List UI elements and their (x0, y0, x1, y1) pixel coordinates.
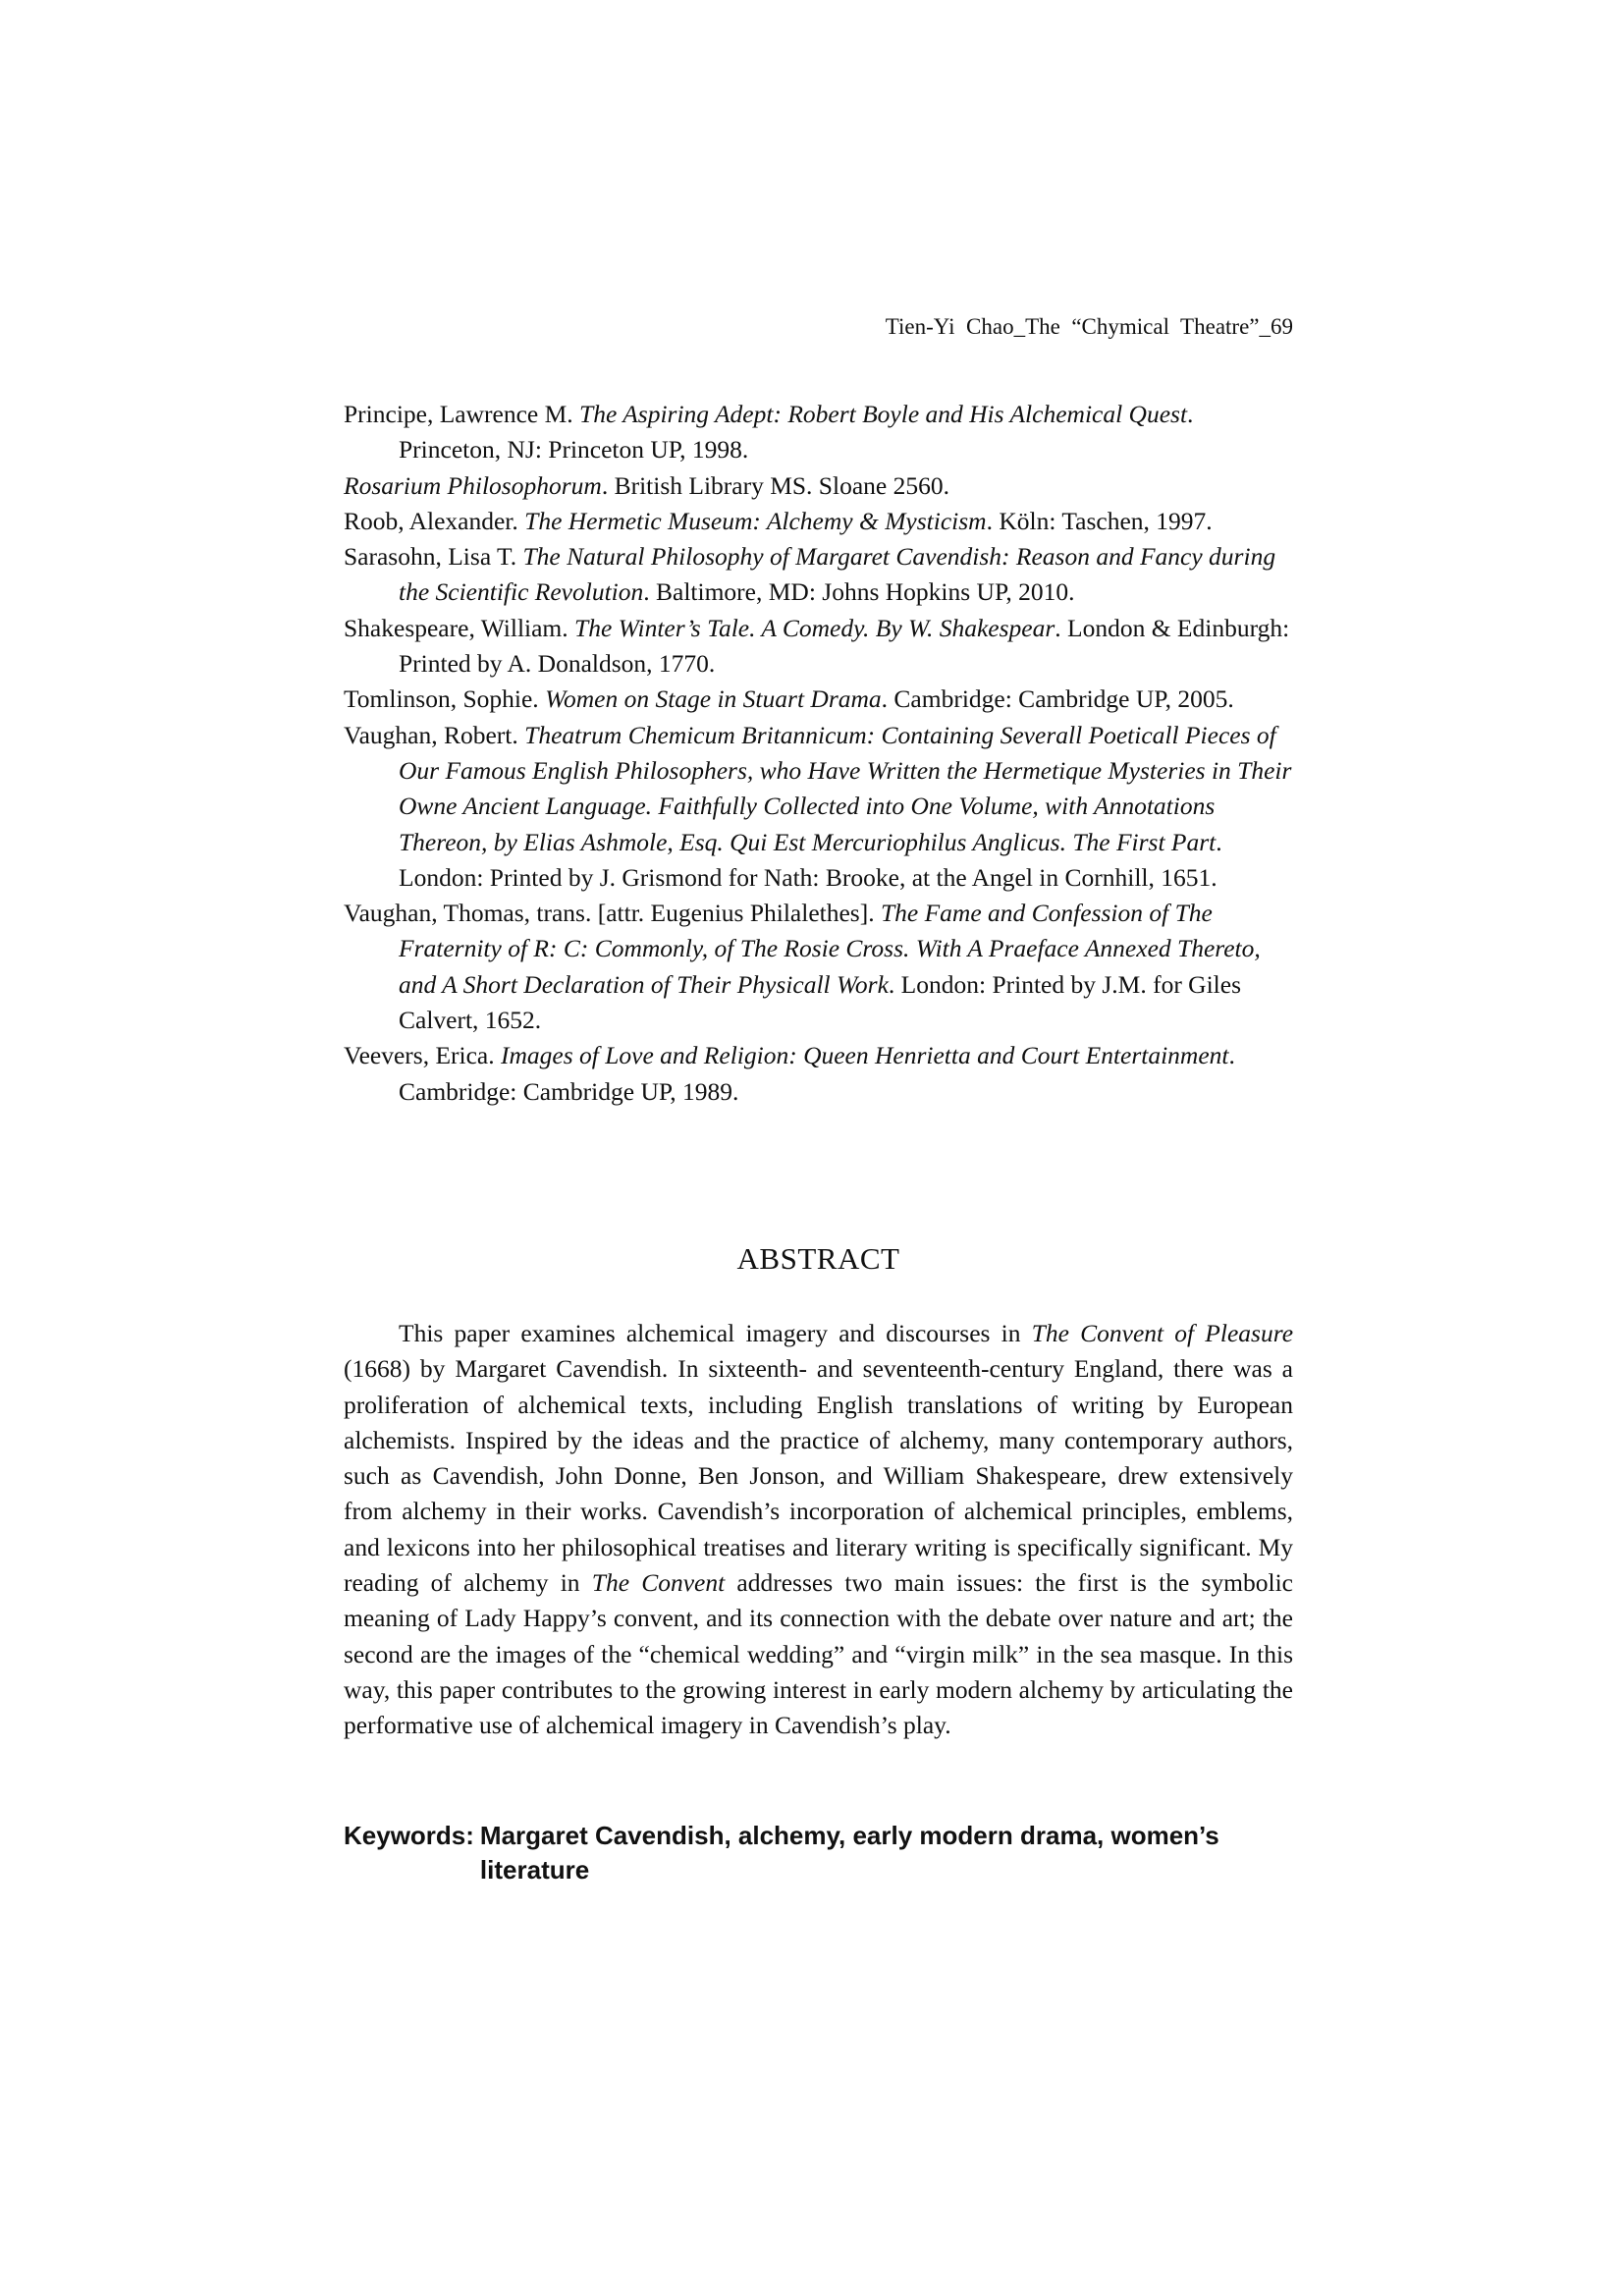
reference-publication: . London: Printed by J.M. for Giles Calvert, 1652. (399, 969, 1242, 1035)
reference-entry-tomlinson (344, 682, 1293, 717)
reference-publication: . London: Printed by J. Grismond for Nath: Brooke, at the Angel in Cornhill, 1651. (399, 827, 1222, 892)
reference-publication: . Cambridge: Cambridge UP, 2005. (881, 684, 1234, 714)
reference-entry-vaughan-robert (344, 718, 1293, 896)
reference-entry-rosarium (344, 468, 1293, 504)
keywords-text: Margaret Cavendish, alchemy, early modern drama, women’s literature (479, 1821, 1219, 1885)
reference-entry-shakespeare (344, 611, 1293, 683)
abstract-text-part: This paper examines alchemical imagery and discourses in (399, 1319, 1032, 1347)
abstract-work-title: The Convent of Pleasure (1031, 1319, 1294, 1347)
running-head: Tien-Yi Chao_The “Chymical Theatre”_69 (885, 314, 1293, 339)
reference-author: Roob, Alexander. (344, 506, 525, 535)
reference-publication: . British Library MS. Sloane 2560. (601, 470, 949, 500)
abstract-paragraph (344, 1316, 1293, 1744)
reference-author: Tomlinson, Sophie. (344, 684, 546, 714)
abstract-work-title: The Convent (591, 1568, 726, 1598)
reference-title: Images of Love and Religion: Queen Henrietta and Court Entertainment (501, 1041, 1229, 1070)
keywords-block (344, 1819, 1293, 1887)
reference-author: Vaughan, Robert. (344, 720, 525, 749)
reference-entry-principe (344, 397, 1293, 468)
reference-publication: . Cambridge: Cambridge UP, 1989. (399, 1041, 1235, 1106)
references-list (344, 397, 1293, 1110)
reference-entry-veevers (344, 1038, 1293, 1110)
abstract-text-part: (1668) by Margaret Cavendish. In sixteenth- and seventeenth-century England, there was a proliferation of alchemical texts, including English translations of writing by European alchemists. Inspired by the ideas and the practice of alchemy, many contemporary authors, such as Cavendish, John Donne, Ben Jonson, and William Shakespeare, drew extensively from alchemy in their works. Cavendish’s incorporation of alchemical principles, emblems, and lexicons into her philosophical treatises and literary writing is specifically significant. My reading of alchemy in (344, 1354, 1293, 1598)
keywords-label: Keywords: (344, 1821, 474, 1850)
abstract-text-part: addresses two main issues: the first is the symbolic meaning of Lady Happy’s convent, and its connection with the debate over nature and art; the second are the images of the “chemical wedding” and “virgin milk” in the sea masque. In this way, this paper contributes to the growing interest in early modern alchemy by articulating the performative use of alchemical imagery in Cavendish’s play. (344, 1568, 1293, 1740)
reference-title: The Aspiring Adept: Robert Boyle and His Alchemical Quest (579, 400, 1188, 428)
reference-publication: . Köln: Taschen, 1997. (986, 506, 1213, 535)
reference-title: Women on Stage in Stuart Drama (545, 684, 882, 714)
reference-entry-vaughan-thomas (344, 896, 1293, 1038)
reference-author: Shakespeare, William. (344, 613, 575, 642)
reference-title: The Winter’s Tale. A Comedy. By W. Shakespear (574, 613, 1055, 642)
abstract-heading: ABSTRACT (736, 1241, 900, 1276)
reference-title: Rosarium Philosophorum (344, 470, 602, 500)
reference-entry-sarasohn (344, 539, 1293, 611)
reference-author: Sarasohn, Lisa T. (344, 542, 523, 572)
reference-author: Principe, Lawrence M. (344, 400, 580, 428)
reference-entry-roob (344, 504, 1293, 539)
reference-publication: . Baltimore, MD: Johns Hopkins UP, 2010. (643, 577, 1075, 607)
reference-publication: . Princeton, NJ: Princeton UP, 1998. (399, 400, 1194, 465)
reference-title: The Natural Philosophy of Margaret Cavendish: Reason and Fancy during the Scientific Revolution (399, 542, 1276, 607)
reference-publication: . London & Edinburgh: Printed by A. Donaldson, 1770. (399, 613, 1290, 679)
reference-title: The Fame and Confession of The Fraternity of R: C: Commonly, of The Rosie Cross. With A Praeface Annexed Thereto, and A Short Declaration of Their Physicall Work (399, 899, 1261, 999)
reference-author: Vaughan, Thomas, trans. [attr. Eugenius Philalethes]. (344, 899, 881, 928)
reference-title: Theatrum Chemicum Britannicum: Containing Severall Poeticall Pieces of Our Famous English Philosophers, who Have Written the Hermetique Mysteries in Their Owne Ancient Language. Faithfully Collected into One Volume, with Annotations Thereon, by Elias Ashmole, Esq. Qui Est Mercuriophilus Anglicus. The First Part (399, 720, 1292, 856)
reference-author: Veevers, Erica. (344, 1041, 501, 1070)
reference-title: The Hermetic Museum: Alchemy & Mysticism (524, 506, 987, 535)
